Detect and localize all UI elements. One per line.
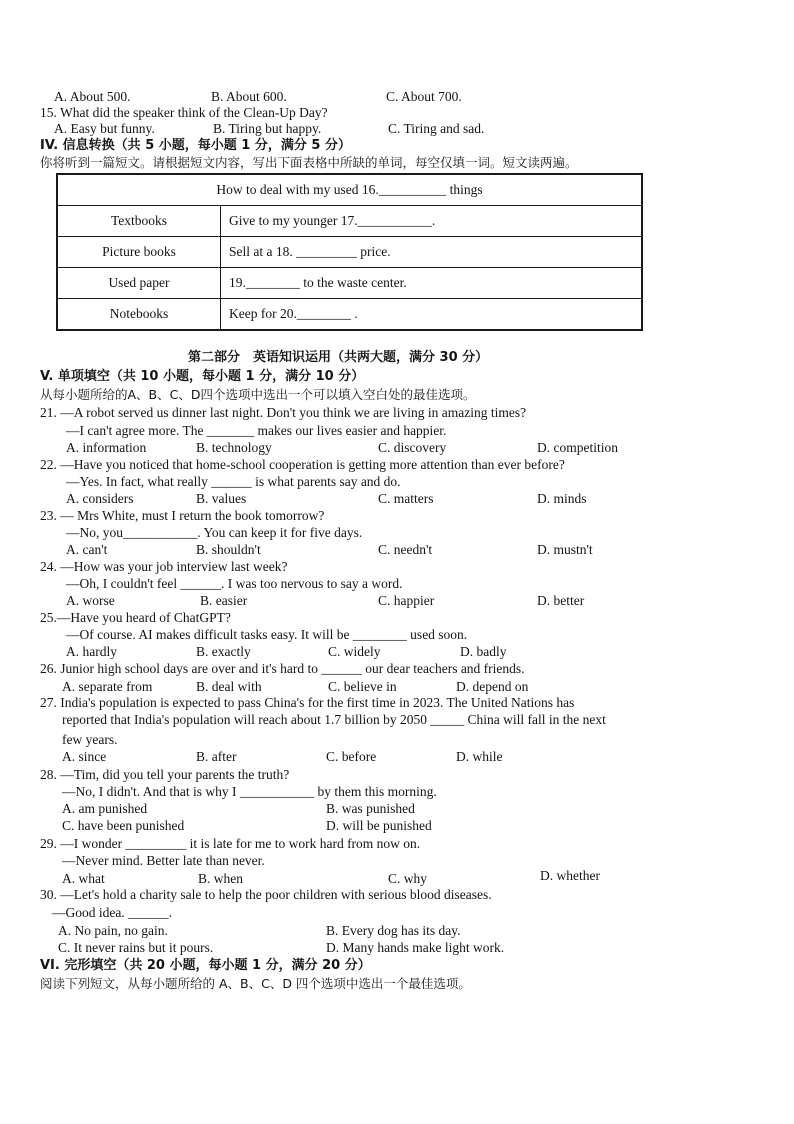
q28-line-2: —No, I didn't. And that is why I ___________ by them this morning. — [62, 784, 437, 799]
table-row — [57, 268, 642, 299]
q21-option-c: C. discovery — [378, 440, 447, 455]
q27-line-3: few years. — [62, 732, 118, 747]
q22-option-a: A. considers — [66, 491, 134, 506]
q30-option-c: C. It never rains but it pours. — [58, 940, 214, 955]
table-cell-detail: Give to my younger 17.___________. — [221, 206, 643, 237]
q29-option-a: A. what — [62, 871, 105, 886]
q28-line-1: 28. —Tim, did you tell your parents the truth? — [40, 767, 290, 782]
q27-line-1: 27. India's population is expected to pass China's for the first time in 2023. The United Nations has — [40, 695, 575, 710]
q25-line-1: 25.—Have you heard of ChatGPT? — [40, 610, 231, 625]
info-table — [56, 173, 643, 331]
q25-option-c: C. widely — [328, 644, 381, 659]
table-row — [57, 237, 642, 268]
table-row — [57, 174, 642, 206]
q27-option-d: D. while — [456, 749, 503, 764]
section-6-instructions: 阅读下列短文，从每小题所给的 A、B、C、D 四个选项中选出一个最佳选项。 — [40, 976, 471, 991]
q27-option-b: B. after — [196, 749, 237, 764]
table-row — [57, 299, 642, 331]
q24-line-2: —Oh, I couldn't feel ______. I was too nervous to say a word. — [66, 576, 403, 591]
q21-option-d: D. competition — [537, 440, 618, 455]
part-2-title: 第二部分 英语知识运用（共两大题，满分 30 分） — [188, 350, 489, 365]
q23-option-a: A. can't — [66, 542, 108, 557]
section-4-instructions: 你将听到一篇短文。请根据短文内容，写出下面表格中所缺的单词，每空仅填一词。短文读两遍。 — [40, 155, 578, 170]
table-row — [57, 206, 642, 237]
q23-option-b: B. shouldn't — [196, 542, 261, 557]
q30-line-1: 30. —Let's hold a charity sale to help the poor children with serious blood diseases. — [40, 887, 492, 902]
q29-option-d: D. whether — [540, 868, 600, 883]
q28-option-a: A. am punished — [62, 801, 148, 816]
q21-line-2: —I can't agree more. The _______ makes our lives easier and happier. — [66, 423, 447, 438]
q23-option-c: C. needn't — [378, 542, 433, 557]
table-cell-detail: Keep for 20.________ . — [221, 299, 643, 331]
q26-option-b: B. deal with — [196, 679, 262, 694]
q25-option-d: D. badly — [460, 644, 507, 659]
q27-option-a: A. since — [62, 749, 107, 764]
q14-option-c: C. About 700. — [386, 89, 462, 104]
table-cell-item: Notebooks — [57, 299, 221, 331]
q22-option-b: B. values — [196, 491, 247, 506]
q21-option-b: B. technology — [196, 440, 272, 455]
table-cell-item: Textbooks — [57, 206, 221, 237]
table-cell-detail: 19.________ to the waste center. — [221, 268, 643, 299]
q22-line-2: —Yes. In fact, what really ______ is what parents say and do. — [66, 474, 401, 489]
q30-option-d: D. Many hands make light work. — [326, 940, 505, 955]
q30-line-2: —Good idea. ______. — [52, 905, 172, 920]
table-cell-item: Used paper — [57, 268, 221, 299]
q24-line-1: 24. —How was your job interview last week? — [40, 559, 288, 574]
q25-option-b: B. exactly — [196, 644, 251, 659]
q14-option-b: B. About 600. — [211, 89, 287, 104]
q22-option-c: C. matters — [378, 491, 434, 506]
q29-option-c: C. why — [388, 871, 428, 886]
section-5-instructions: 从每小题所给的A、B、C、D四个选项中选出一个可以填入空白处的最佳选项。 — [40, 387, 476, 402]
q27-line-2: reported that India's population will reach about 1.7 billion by 2050 _____ China will fall in the next — [62, 712, 606, 727]
q24-option-c: C. happier — [378, 593, 435, 608]
q15-option-c: C. Tiring and sad. — [388, 121, 485, 136]
q23-option-d: D. mustn't — [537, 542, 593, 557]
table-cell-item: Picture books — [57, 237, 221, 268]
table-header: How to deal with my used 16.__________ things — [57, 174, 642, 206]
q26-option-c: C. believe in — [328, 679, 397, 694]
q28-option-b: B. was punished — [326, 801, 415, 816]
q30-option-a: A. No pain, no gain. — [58, 923, 168, 938]
q26-option-a: A. separate from — [62, 679, 153, 694]
q14-option-a: A. About 500. — [54, 89, 131, 104]
q21-option-a: A. information — [66, 440, 147, 455]
q24-option-d: D. better — [537, 593, 585, 608]
q29-option-b: B. when — [198, 871, 243, 886]
section-6-title: VI. 完形填空（共 20 小题，每小题 1 分，满分 20 分） — [40, 958, 371, 973]
q26-option-d: D. depend on — [456, 679, 529, 694]
q29-line-2: —Never mind. Better late than never. — [62, 853, 265, 868]
q28-option-c: C. have been punished — [62, 818, 185, 833]
q15-option-a: A. Easy but funny. — [54, 121, 155, 136]
q29-line-1: 29. —I wonder _________ it is late for me to work hard from now on. — [40, 836, 421, 851]
section-5-title: V. 单项填空（共 10 小题，每小题 1 分，满分 10 分） — [40, 369, 365, 384]
q15-stem: 15. What did the speaker think of the Clean-Up Day? — [40, 105, 328, 120]
q24-option-a: A. worse — [66, 593, 115, 608]
section-4-title: IV. 信息转换（共 5 小题，每小题 1 分，满分 5 分） — [40, 138, 351, 153]
q25-line-2: —Of course. AI makes difficult tasks easy. It will be ________ used soon. — [66, 627, 468, 642]
q27-option-c: C. before — [326, 749, 377, 764]
q23-line-1: 23. — Mrs White, must I return the book tomorrow? — [40, 508, 325, 523]
q22-option-d: D. minds — [537, 491, 587, 506]
q24-option-b: B. easier — [200, 593, 248, 608]
q21-line-1: 21. —A robot served us dinner last night. Don't you think we are living in amazing times? — [40, 405, 527, 420]
q30-option-b: B. Every dog has its day. — [326, 923, 461, 938]
q15-option-b: B. Tiring but happy. — [213, 121, 322, 136]
q22-line-1: 22. —Have you noticed that home-school cooperation is getting more attention than ever before? — [40, 457, 565, 472]
table-cell-detail: Sell at a 18. _________ price. — [221, 237, 643, 268]
q23-line-2: —No, you___________. You can keep it for five days. — [66, 525, 363, 540]
q25-option-a: A. hardly — [66, 644, 117, 659]
q26-line-1: 26. Junior high school days are over and it's hard to ______ our dear teachers and friends. — [40, 661, 525, 676]
q28-option-d: D. will be punished — [326, 818, 432, 833]
